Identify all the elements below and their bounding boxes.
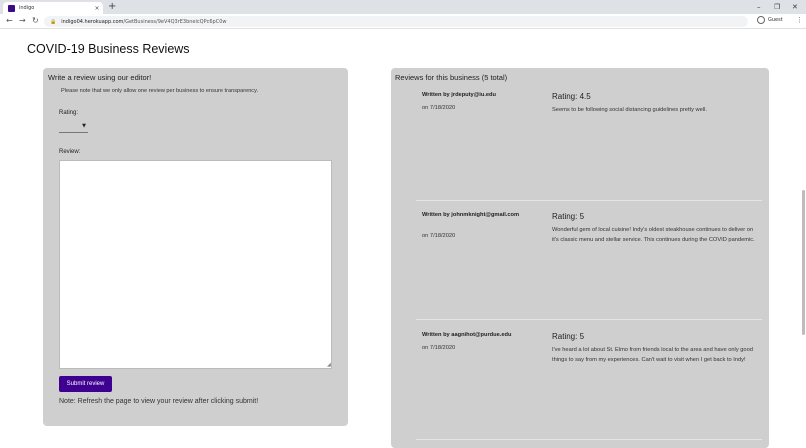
review-divider bbox=[416, 439, 762, 440]
reviews-panel bbox=[391, 68, 769, 448]
editor-note: Please note that we only allow one review per business to ensure transparency. bbox=[61, 88, 259, 94]
review-rating: Rating: 5 bbox=[552, 332, 585, 341]
page-title: COVID-19 Business Reviews bbox=[27, 42, 190, 56]
review-editor-panel bbox=[43, 68, 348, 426]
profile-label: Guest bbox=[768, 17, 783, 23]
review-date: on 7/18/2020 bbox=[422, 233, 456, 239]
review-author: Written by jrdeputy@iu.edu bbox=[422, 92, 497, 98]
review-text: Seems to be following social distancing guidelines pretty well. bbox=[552, 107, 707, 113]
review-date: on 7/18/2020 bbox=[422, 345, 456, 351]
browser-toolbar bbox=[0, 14, 806, 29]
forward-arrow-icon[interactable]: → bbox=[19, 16, 26, 25]
caret-down-icon: ▼ bbox=[82, 123, 86, 129]
url-text: indigo04.herokuapp.com/GetBusiness/9eV4Q3rE3bneicQPc6pC0w bbox=[61, 18, 227, 25]
tab-close-icon[interactable]: × bbox=[94, 4, 100, 12]
review-text: I've heard a lot about St. Elmo from friends local to the area and have only good things to say from my experiences. Can't wait to visit when I get back to Indy! bbox=[552, 347, 753, 363]
menu-kebab-icon[interactable]: ⋮ bbox=[796, 16, 803, 24]
rating-label: Rating: bbox=[59, 110, 79, 116]
review-label: Review: bbox=[59, 149, 81, 155]
address-bar[interactable] bbox=[44, 16, 748, 27]
window-restore-button[interactable]: ❐ bbox=[774, 3, 781, 11]
reviews-heading: Reviews for this business (5 total) bbox=[395, 73, 508, 82]
review-text: Wonderful gem of local cuisine! Indy's oldest steakhouse continues to deliver on it's classic menu and stellar service. This continues during the COVID pandemic. bbox=[552, 227, 755, 243]
review-author: Written by johnmknight@gmail.com bbox=[422, 212, 520, 218]
review-date: on 7/18/2020 bbox=[422, 105, 456, 111]
submit-review-button[interactable]: Submit review bbox=[59, 376, 112, 392]
profile-avatar-icon bbox=[757, 16, 765, 24]
refresh-note: Note: Refresh the page to view your review after clicking submit! bbox=[59, 398, 259, 405]
browser-tab[interactable] bbox=[3, 2, 103, 14]
new-tab-button[interactable]: + bbox=[108, 1, 117, 12]
browser-tabstrip bbox=[0, 0, 806, 14]
tab-title: indigo bbox=[19, 5, 35, 11]
review-textarea[interactable] bbox=[59, 160, 332, 369]
back-arrow-icon[interactable]: ← bbox=[6, 16, 13, 25]
rating-select[interactable] bbox=[59, 121, 88, 133]
review-divider bbox=[416, 319, 762, 320]
review-divider bbox=[416, 200, 762, 201]
editor-heading: Write a review using our editor! bbox=[48, 73, 152, 82]
page-scrollbar[interactable] bbox=[802, 190, 805, 335]
review-rating: Rating: 4.5 bbox=[552, 92, 591, 101]
window-minimize-button[interactable]: – bbox=[757, 3, 761, 11]
lock-icon: 🔒 bbox=[50, 18, 57, 25]
window-close-button[interactable]: ✕ bbox=[792, 3, 798, 11]
resize-grip-icon[interactable]: ◢ bbox=[327, 362, 331, 368]
profile-button[interactable] bbox=[757, 16, 783, 24]
review-rating: Rating: 5 bbox=[552, 212, 585, 221]
reload-icon[interactable]: ↻ bbox=[32, 16, 39, 25]
review-author: Written by aagnihot@purdue.edu bbox=[422, 332, 512, 338]
favicon-icon bbox=[8, 5, 15, 12]
